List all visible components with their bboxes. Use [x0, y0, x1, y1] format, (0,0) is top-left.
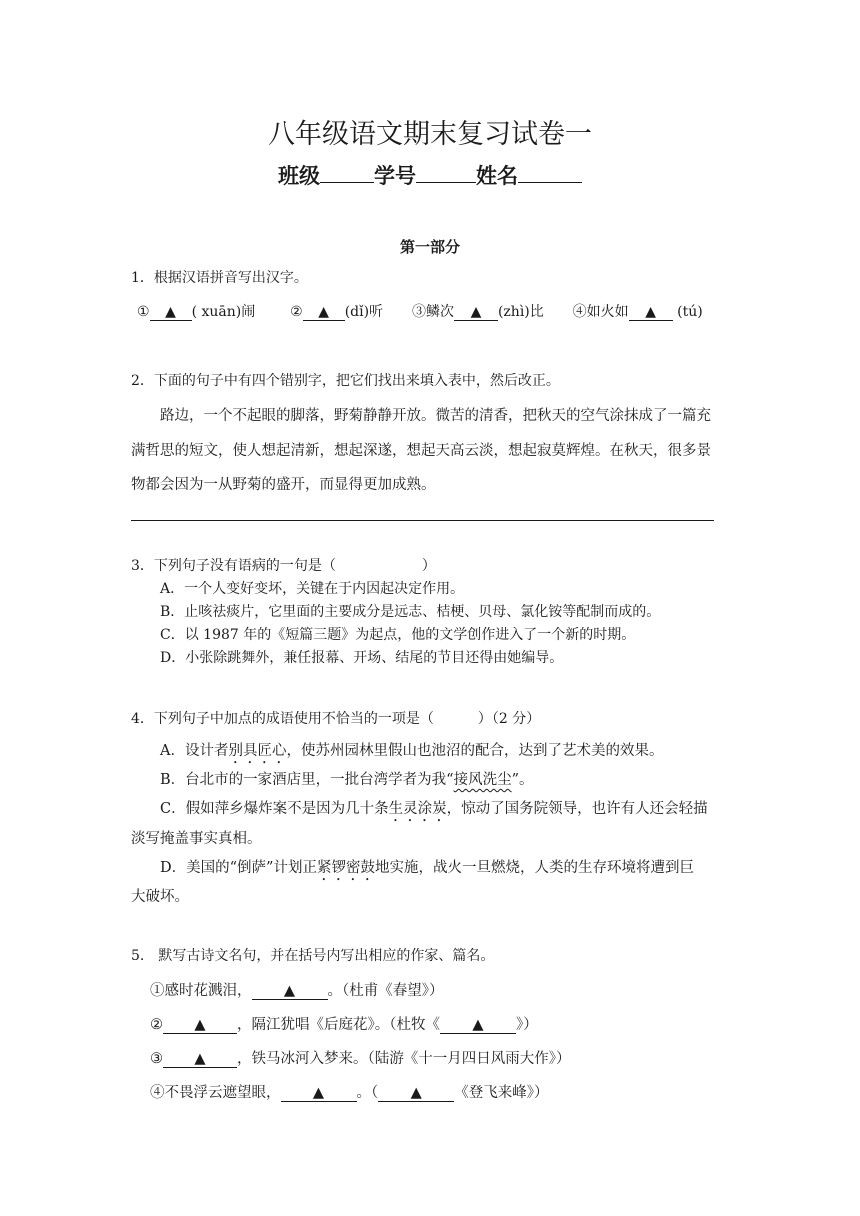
divider-line	[131, 520, 714, 521]
q4-option-d: D．美国的“倒萨”计划正紧锣密鼓地实施，战火一旦燃烧，人类的生存环境将遭到巨	[160, 860, 694, 876]
q2-passage-line: 物都会因为一从野菊的盛开，而显得更加成熟。	[131, 477, 436, 493]
class-label: 班级	[278, 163, 320, 188]
answer-blank[interactable]: ▲	[440, 1017, 516, 1034]
q5-line-3: ③ ▲ ，铁马冰河入梦来。（陆游《十一月四日风雨大作》）	[150, 1051, 571, 1067]
q1-stem: 1．根据汉语拼音写出汉字。	[131, 270, 308, 286]
student-id-blank[interactable]	[416, 164, 476, 183]
q1-item-1: ① ▲ ( xuān)闹	[137, 304, 256, 320]
student-id-label: 学号	[374, 163, 416, 188]
q5-line-2: ② ▲ ，隔江犹唱《后庭花》。（杜牧《 ▲ 》）	[150, 1017, 538, 1033]
student-info-line	[0, 160, 860, 190]
answer-blank[interactable]: ▲	[163, 1017, 237, 1034]
name-label: 姓名	[476, 163, 518, 188]
q5-line-4: ④不畏浮云遮望眼， ▲ 。（ ▲ 《登飞来峰》）	[150, 1085, 549, 1101]
page-title: 八年级语文期末复习试卷一	[268, 119, 592, 150]
q5-line-1: ①感时花溅泪， ▲ 。（杜甫《春望》）	[150, 983, 444, 999]
answer-blank[interactable]: ▲	[163, 1051, 237, 1068]
answer-blank[interactable]: ▲	[150, 304, 192, 321]
q3-option-d: D．小张除跳舞外，兼任报幕、开场、结尾的节目还得由她编导。	[160, 650, 564, 666]
answer-blank[interactable]: ▲	[454, 304, 498, 321]
q3-option-a: A．一个人变好变坏，关键在于内因起决定作用。	[160, 581, 465, 597]
q4-option-d-cont: 大破坏。	[131, 889, 189, 905]
q3-stem: 3．下列句子没有语病的一句是（ ）	[131, 558, 436, 574]
q4-option-a: A．设计者别具匠心，使苏州园林里假山也池沼的配合，达到了艺术美的效果。	[160, 743, 664, 759]
q5-stem: 5. 默写古诗文名句，并在括号内写出相应的作家、篇名。	[131, 948, 495, 964]
answer-blank[interactable]: ▲	[629, 304, 673, 321]
class-blank[interactable]	[320, 164, 374, 183]
q2-stem: 2．下面的句子中有四个错别字，把它们找出来填入表中，然后改正。	[131, 373, 560, 389]
q4-option-b: B．台北市的一家酒店里，一批台湾学者为我“接风洗尘”。	[160, 772, 534, 788]
answer-blank[interactable]: ▲	[303, 304, 345, 321]
answer-blank[interactable]: ▲	[252, 983, 328, 1000]
q4-option-c-cont: 淡写掩盖事实真相。	[131, 831, 262, 847]
q3-option-b: B．止咳祛痰片，它里面的主要成分是远志、桔梗、贝母、氯化铵等配制而成的。	[160, 604, 661, 620]
name-blank[interactable]	[518, 164, 582, 183]
wavy-idiom: 接风洗尘	[453, 772, 512, 788]
q3-option-c: C．以 1987 年的《短篇三题》为起点，他的文学创作进入了一个新的时期。	[160, 627, 636, 643]
dotted-idiom: 别具匠心	[228, 743, 287, 759]
q1-items	[137, 302, 703, 322]
q1-item-2: ② ▲ (dǐ)听	[290, 304, 384, 320]
answer-blank[interactable]: ▲	[281, 1085, 357, 1102]
q4-stem: 4．下列句子中加点的成语使用不恰当的一项是（ ）（2 分）	[131, 711, 541, 727]
q1-item-4: ④如火如 ▲ (tú)	[572, 304, 703, 320]
dotted-idiom: 紧锣密鼓	[316, 860, 375, 876]
q4-option-c: C．假如萍乡爆炸案不是因为几十条生灵涂炭，惊动了国务院领导，也许有人还会轻描	[160, 801, 708, 817]
dotted-idiom: 生灵涂炭	[388, 801, 447, 817]
part-title: 第一部分	[399, 238, 460, 256]
q1-item-3: ③鳞次 ▲ (zhì)比	[411, 304, 544, 320]
answer-blank[interactable]: ▲	[378, 1085, 454, 1102]
q2-passage-line: 满哲思的短文，使人想起清新，想起深遂，想起天高云淡，想起寂莫辉煌。在秋天，很多景	[131, 443, 711, 459]
q2-passage-line: 路边，一个不起眼的脚落，野菊静静开放。微苦的清香，把秋天的空气涂抹成了一篇充	[160, 408, 711, 424]
